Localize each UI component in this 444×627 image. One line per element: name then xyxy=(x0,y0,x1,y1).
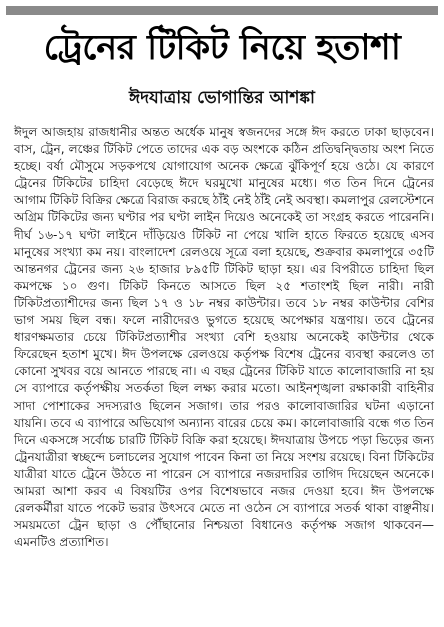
headline: ট্রেনের টিকিট নিয়ে হতাশা xyxy=(43,28,401,68)
article-body: ঈদুল আজহায় রাজধানীর অন্তত অর্ধেক মানুষ স্বজনদের সঙ্গে ঈদ করতে ঢাকা ছাড়বেন। বাস, ট্রেন, লঞ্চের টিকিট পেতে তাদের এক বড় অংশকে কঠিন প্রতিদ্বন্দ্বিতায় অংশ নিতে হচ্ছে। বর্ষা মৌসুমে সড়কপথে যোগাযোগ অনেক ক্ষেত্রে ঝুঁকিপূর্ণ হয়ে ওঠে। যে কারণে ট্রেনের টিকিটের চাহিদা বেড়েছে ঈদে ঘরমুখো মানুষের মধ্যে। গত তিন দিনে ট্রেনের আগাম টিকিট বিক্রির ক্ষেত্রে বিরাজ করছে ঠাঁই নেই ঠাঁই নেই অবস্থা। কমলাপুর রেলস্টেশনে অগ্রিম টিকিটের জন্য ঘণ্টার পর ঘণ্টা লাইন দিয়েও অনেকেই তা সংগ্রহ করতে পারেননি। দীর্ঘ ১৬-১৭ ঘণ্টা লাইনে দাঁড়িয়েও টিকিট না পেয়ে খালি হাতে ফিরতে হয়েছে এসব মানুষের সংখ্যা কম নয়। বাংলাদেশ রেলওয়ে সূত্রে বলা হয়েছে, শুক্রবার কমলাপুরে ৩৫টি আন্তনগর ট্রেনের জন্য ২৬ হাজার ৮৯৫টি টিকিট ছাড়া হয়। এর বিপরীতে চাহিদা ছিল কমপক্ষে ১০ গুণ। টিকিট কিনতে আসতে ছিল ২৫ শতাংশই ছিল নারী। নারী টিকিটপ্রত্যাশীদের জন্য ছিল ১৭ ও ১৮ নম্বর কাউন্টার। তবে ১৮ নম্বর কাউন্টার বেশির ভাগ সময় ছিল বন্ধ। ফলে নারীদেরও ভুগতে হয়েছে অপেক্ষার যন্ত্রণায়। তবে ট্রেনের ধারণক্ষমতার চেয়ে টিকিটপ্রত্যাশীর সংখ্যা বেশি হওয়ায় অনেকেই কাউন্টার থেকে ফিরেছেন হতাশ মুখে। ঈদ উপলক্ষে রেলওয়ে কর্তৃপক্ষ বিশেষ ট্রেনের ব্যবস্থা করলেও তা কোনো সুখবর বয়ে আনতে পারছে না। এ বছর ট্রেনের টিকিট যাতে কালোবাজারি না হয় সে ব্যাপারে কর্তৃপক্ষীয় সতর্কতা ছিল লক্ষ্য করার মতো। আইনশৃঙ্খলা রক্ষাকারী বাহিনীর সাদা পোশাকের সদস্যরাও ছিলেন সজাগ। তার পরও কালোবাজারির ঘটনা এড়ানো যায়নি। তবে এ ব্যাপারে অভিযোগ অন্যান্য বারের চেয়ে কম। কালোবাজারি বন্ধে গত তিন দিনে একসঙ্গে সর্বোচ্চ চারটি টিকিট বিক্রি করা হয়েছে। ঈদযাত্রায় উপচে পড়া ভিড়ের জন্য ট্রেনযাত্রীরা স্বচ্ছন্দে চলাচলের সুযোগ পাবেন কিনা তা নিয়ে সংশয় রয়েছে। বিনা টিকিটের যাত্রীরা যাতে ট্রেনে উঠতে না পারেন সে ব্যাপারে নজরদারির তাগিদ দিয়েছেন অনেকে। আমরা আশা করব এ বিষয়টির ওপর বিশেষভাবে নজর দেওয়া হবে। ঈদ উপলক্ষে রেলকর্মীরা যাতে পকেট ভরার উৎসবে মেতে না ওঠেন সে ব্যাপারে সতর্ক থাকা বাঞ্ছনীয়। সময়মতো ট্রেন ছাড়া ও পৌঁছানোর নিশ্চয়তা বিধানেও কর্তৃপক্ষ সজাগ থাকবেন— এমনটিও প্রত্যাশিত। xyxy=(14,125,434,550)
subheadline: ঈদযাত্রায় ভোগান্তির আশঙ্কা xyxy=(129,88,315,108)
top-rule-bar xyxy=(6,6,438,15)
